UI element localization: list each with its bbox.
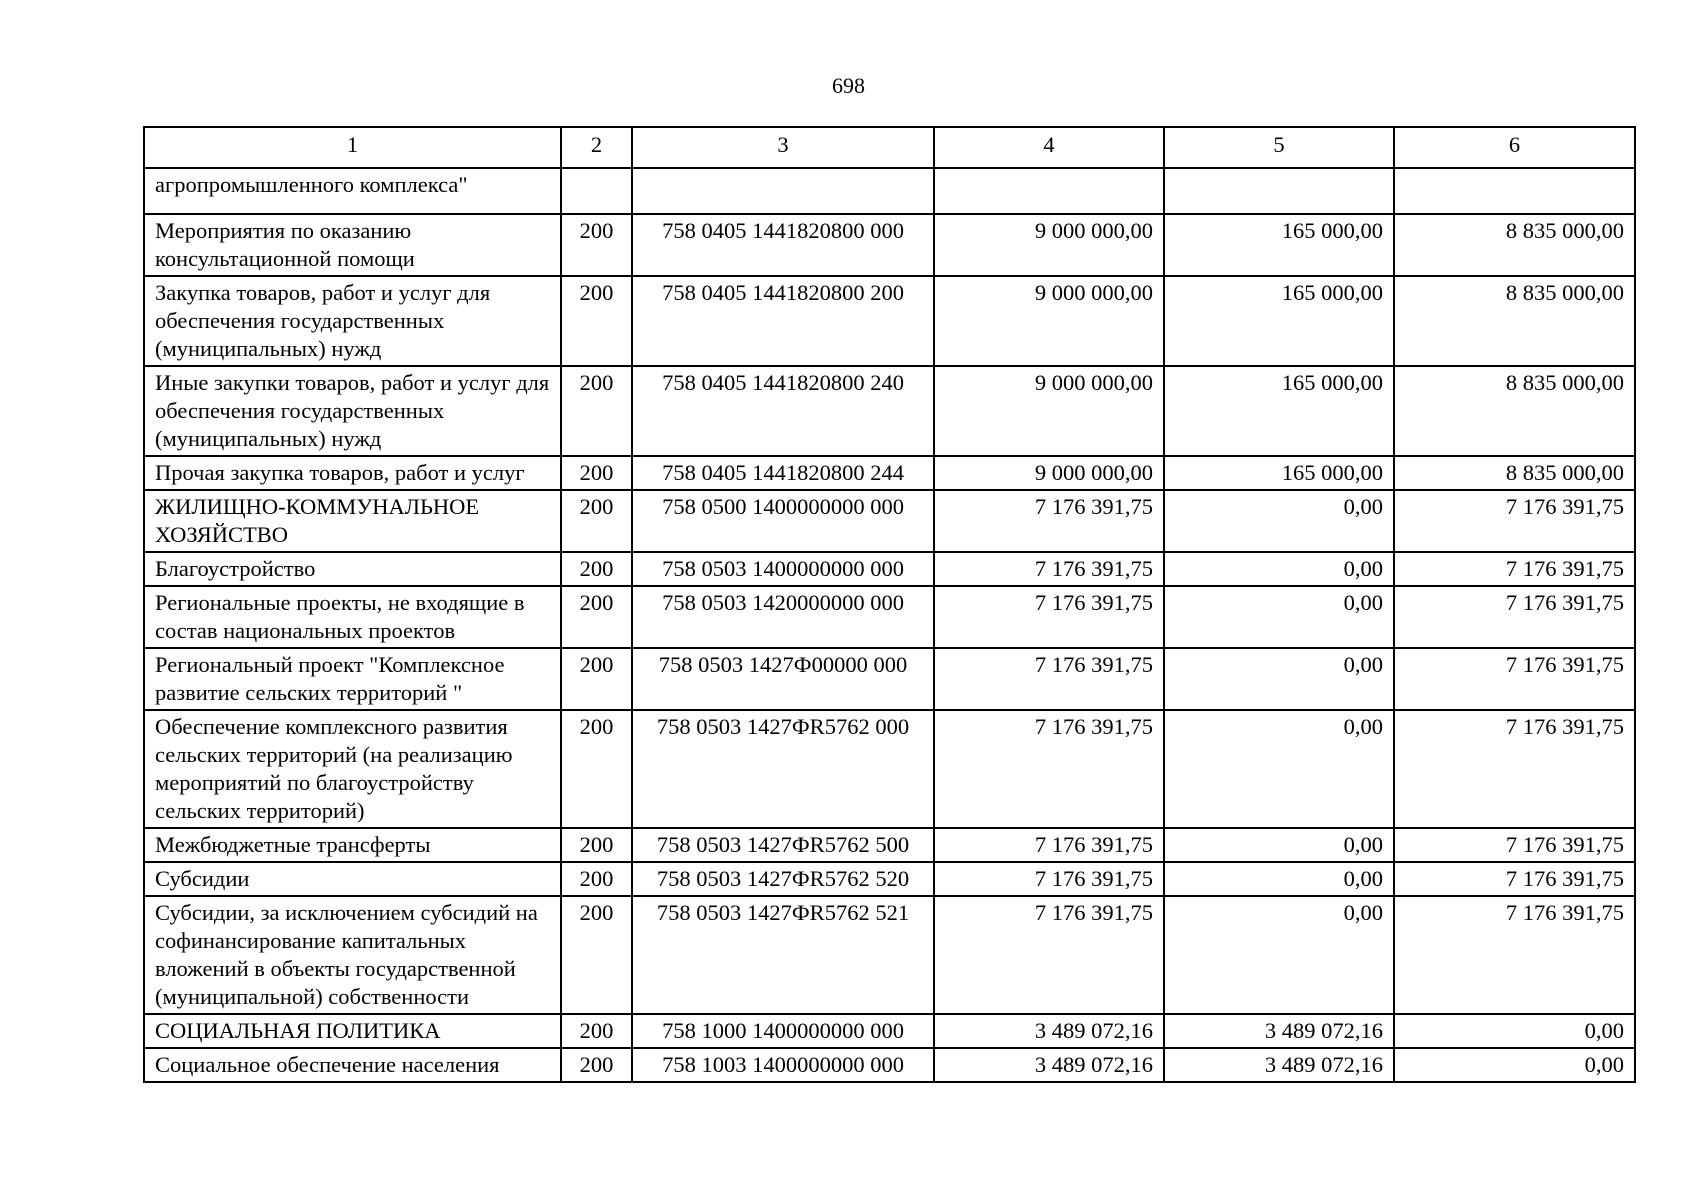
column-header-4: 4 [934, 127, 1164, 168]
column-6-amount-cell: 7 176 391,75 [1394, 896, 1635, 1014]
column-5-amount-cell: 0,00 [1164, 648, 1394, 710]
row-code-cell: 200 [561, 828, 632, 862]
classification-code-cell: 758 0405 1441820800 200 [632, 276, 934, 366]
row-name-cell: Региональные проекты, не входящие в состав национальных проектов [144, 586, 561, 648]
header-row [144, 127, 1635, 168]
column-5-amount-cell: 0,00 [1164, 586, 1394, 648]
row-code-cell: 200 [561, 214, 632, 276]
row-code-cell: 200 [561, 648, 632, 710]
row-name-cell: Субсидии, за исключением субсидий на софинансирование капитальных вложений в объекты государственной (муниципальной) собственности [144, 896, 561, 1014]
column-6-amount-cell: 7 176 391,75 [1394, 710, 1635, 828]
row-name-cell: Закупка товаров, работ и услуг для обеспечения государственных (муниципальных) нужд [144, 276, 561, 366]
column-header-2: 2 [561, 127, 632, 168]
classification-code-cell: 758 1000 1400000000 000 [632, 1014, 934, 1048]
table-body [144, 168, 1635, 1082]
column-4-amount-cell: 7 176 391,75 [934, 648, 1164, 710]
table-row [144, 552, 1635, 586]
classification-code-cell: 758 0503 1400000000 000 [632, 552, 934, 586]
column-header-5: 5 [1164, 127, 1394, 168]
row-code-cell: 200 [561, 1048, 632, 1082]
column-6-amount-cell: 7 176 391,75 [1394, 490, 1635, 552]
row-code-cell: 200 [561, 490, 632, 552]
column-5-amount-cell: 165 000,00 [1164, 214, 1394, 276]
row-name-cell: СОЦИАЛЬНАЯ ПОЛИТИКА [144, 1014, 561, 1048]
column-6-amount-cell: 8 835 000,00 [1394, 276, 1635, 366]
row-code-cell: 200 [561, 586, 632, 648]
column-4-amount-cell: 7 176 391,75 [934, 710, 1164, 828]
classification-code-cell: 758 0503 1427ФR5762 000 [632, 710, 934, 828]
row-name-cell: Субсидии [144, 862, 561, 896]
table-row [144, 366, 1635, 456]
table-row [144, 710, 1635, 828]
row-code-cell: 200 [561, 456, 632, 490]
column-4-amount-cell: 9 000 000,00 [934, 366, 1164, 456]
column-5-amount-cell [1164, 168, 1394, 214]
column-6-amount-cell: 0,00 [1394, 1014, 1635, 1048]
row-code-cell: 200 [561, 862, 632, 896]
column-5-amount-cell: 0,00 [1164, 552, 1394, 586]
budget-table [143, 126, 1636, 1083]
page-number: 698 [832, 73, 865, 98]
table-row [144, 214, 1635, 276]
row-code-cell: 200 [561, 896, 632, 1014]
classification-code-cell: 758 0500 1400000000 000 [632, 490, 934, 552]
column-6-amount-cell: 7 176 391,75 [1394, 586, 1635, 648]
column-header-1: 1 [144, 127, 561, 168]
classification-code-cell [632, 168, 934, 214]
table-row [144, 828, 1635, 862]
table-row [144, 896, 1635, 1014]
column-5-amount-cell: 165 000,00 [1164, 456, 1394, 490]
row-name-cell: Прочая закупка товаров, работ и услуг [144, 456, 561, 490]
column-6-amount-cell: 7 176 391,75 [1394, 648, 1635, 710]
row-name-cell: ЖИЛИЩНО-КОММУНАЛЬНОЕ ХОЗЯЙСТВО [144, 490, 561, 552]
column-6-amount-cell: 8 835 000,00 [1394, 366, 1635, 456]
column-4-amount-cell: 7 176 391,75 [934, 896, 1164, 1014]
classification-code-cell: 758 0405 1441820800 244 [632, 456, 934, 490]
classification-code-cell: 758 0503 1427ФR5762 521 [632, 896, 934, 1014]
row-name-cell: Иные закупки товаров, работ и услуг для обеспечения государственных (муниципальных) нужд [144, 366, 561, 456]
table-row [144, 648, 1635, 710]
table-row [144, 276, 1635, 366]
table-row [144, 168, 1635, 214]
row-code-cell: 200 [561, 276, 632, 366]
table-header [144, 127, 1635, 168]
column-4-amount-cell: 7 176 391,75 [934, 828, 1164, 862]
column-6-amount-cell: 8 835 000,00 [1394, 456, 1635, 490]
column-5-amount-cell: 165 000,00 [1164, 366, 1394, 456]
column-4-amount-cell [934, 168, 1164, 214]
row-name-cell: Межбюджетные трансферты [144, 828, 561, 862]
column-header-3: 3 [632, 127, 934, 168]
column-6-amount-cell: 0,00 [1394, 1048, 1635, 1082]
column-6-amount-cell: 7 176 391,75 [1394, 552, 1635, 586]
classification-code-cell: 758 0503 1420000000 000 [632, 586, 934, 648]
classification-code-cell: 758 0405 1441820800 000 [632, 214, 934, 276]
classification-code-cell: 758 0405 1441820800 240 [632, 366, 934, 456]
table-row [144, 1048, 1635, 1082]
column-5-amount-cell: 0,00 [1164, 490, 1394, 552]
column-6-amount-cell [1394, 168, 1635, 214]
classification-code-cell: 758 0503 1427ФR5762 500 [632, 828, 934, 862]
column-5-amount-cell: 0,00 [1164, 828, 1394, 862]
row-code-cell: 200 [561, 1014, 632, 1048]
column-4-amount-cell: 9 000 000,00 [934, 456, 1164, 490]
column-5-amount-cell: 165 000,00 [1164, 276, 1394, 366]
row-code-cell [561, 168, 632, 214]
table-row [144, 1014, 1635, 1048]
column-4-amount-cell: 9 000 000,00 [934, 276, 1164, 366]
row-name-cell: агропромышленного комплекса" [144, 168, 561, 214]
column-6-amount-cell: 8 835 000,00 [1394, 214, 1635, 276]
column-6-amount-cell: 7 176 391,75 [1394, 828, 1635, 862]
table-row [144, 586, 1635, 648]
row-code-cell: 200 [561, 366, 632, 456]
column-4-amount-cell: 7 176 391,75 [934, 586, 1164, 648]
row-name-cell: Региональный проект "Комплексное развитие сельских территорий " [144, 648, 561, 710]
row-code-cell: 200 [561, 710, 632, 828]
column-4-amount-cell: 7 176 391,75 [934, 490, 1164, 552]
column-5-amount-cell: 0,00 [1164, 862, 1394, 896]
row-name-cell: Обеспечение комплексного развития сельских территорий (на реализацию мероприятий по благоустройству сельских территорий) [144, 710, 561, 828]
column-4-amount-cell: 3 489 072,16 [934, 1014, 1164, 1048]
column-5-amount-cell: 3 489 072,16 [1164, 1048, 1394, 1082]
column-header-6: 6 [1394, 127, 1635, 168]
table-row [144, 490, 1635, 552]
column-4-amount-cell: 7 176 391,75 [934, 552, 1164, 586]
classification-code-cell: 758 0503 1427ФR5762 520 [632, 862, 934, 896]
column-5-amount-cell: 0,00 [1164, 896, 1394, 1014]
row-name-cell: Мероприятия по оказанию консультационной помощи [144, 214, 561, 276]
row-name-cell: Социальное обеспечение населения [144, 1048, 561, 1082]
column-6-amount-cell: 7 176 391,75 [1394, 862, 1635, 896]
table-row [144, 862, 1635, 896]
column-4-amount-cell: 3 489 072,16 [934, 1048, 1164, 1082]
classification-code-cell: 758 0503 1427Ф00000 000 [632, 648, 934, 710]
row-name-cell: Благоустройство [144, 552, 561, 586]
column-4-amount-cell: 7 176 391,75 [934, 862, 1164, 896]
column-5-amount-cell: 3 489 072,16 [1164, 1014, 1394, 1048]
row-code-cell: 200 [561, 552, 632, 586]
table-row [144, 456, 1635, 490]
classification-code-cell: 758 1003 1400000000 000 [632, 1048, 934, 1082]
column-5-amount-cell: 0,00 [1164, 710, 1394, 828]
column-4-amount-cell: 9 000 000,00 [934, 214, 1164, 276]
